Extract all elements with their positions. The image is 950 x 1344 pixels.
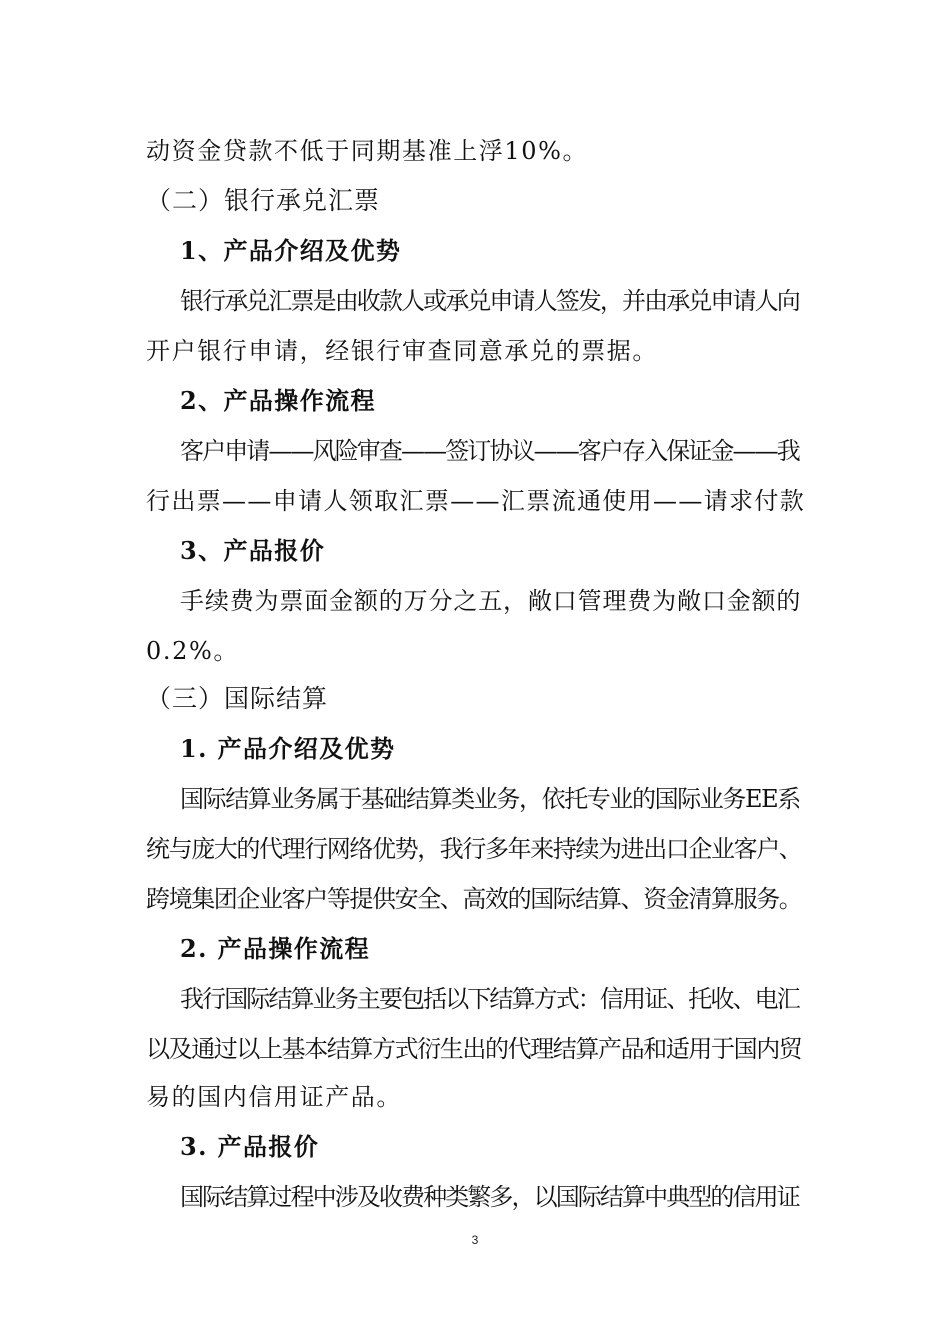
paragraph-line: 国际结算业务属于基础结算类业务，依托专业的国际业务EE系 — [180, 785, 800, 813]
subheading-product-pricing: 3、产品报价 — [180, 536, 326, 565]
subheading-product-pricing: 3. 产品报价 — [180, 1132, 320, 1161]
paragraph-line: 易的国内信用证产品。 — [146, 1083, 402, 1111]
section-heading-bank-acceptance: （二）银行承兑汇票 — [146, 186, 381, 215]
paragraph-line: 手续费为票面金额的万分之五，敞口管理费为敞口金额的 — [180, 587, 802, 615]
paragraph-line: 银行承兑汇票是由收款人或承兑申请人签发，并由承兑申请人向 — [180, 287, 799, 315]
paragraph-line: 国际结算过程中涉及收费种类繁多，以国际结算中典型的信用证 — [180, 1183, 799, 1211]
subheading-product-process: 2. 产品操作流程 — [180, 934, 371, 963]
subheading-product-intro: 1、产品介绍及优势 — [180, 236, 402, 265]
page-number: 3 — [471, 1233, 479, 1247]
paragraph-line: 开户银行申请，经银行审查同意承兑的票据。 — [146, 337, 658, 365]
subheading-product-intro: 1. 产品介绍及优势 — [180, 734, 396, 763]
subheading-product-process: 2、产品操作流程 — [180, 386, 376, 415]
paragraph-line: 动资金贷款不低于同期基准上浮10%。 — [146, 137, 589, 165]
paragraph-line: 以及通过以上基本结算方式衍生出的代理结算产品和适用于国内贸 — [146, 1035, 802, 1063]
paragraph-line: 统与庞大的代理行网络优势，我行多年来持续为进出口企业客户、 — [146, 835, 802, 863]
paragraph-line: 跨境集团企业客户等提供安全、高效的国际结算、资金清算服务。 — [146, 885, 802, 913]
paragraph-line: 行出票——申请人领取汇票——汇票流通使用——请求付款 — [146, 487, 806, 515]
paragraph-line: 0.2%。 — [146, 637, 239, 665]
paragraph-line: 客户申请——风险审查——签订协议——客户存入保证金——我 — [180, 437, 799, 465]
paragraph-line: 我行国际结算业务主要包括以下结算方式：信用证、托收、电汇 — [180, 985, 799, 1013]
section-heading-international-settlement: （三）国际结算 — [146, 684, 329, 713]
